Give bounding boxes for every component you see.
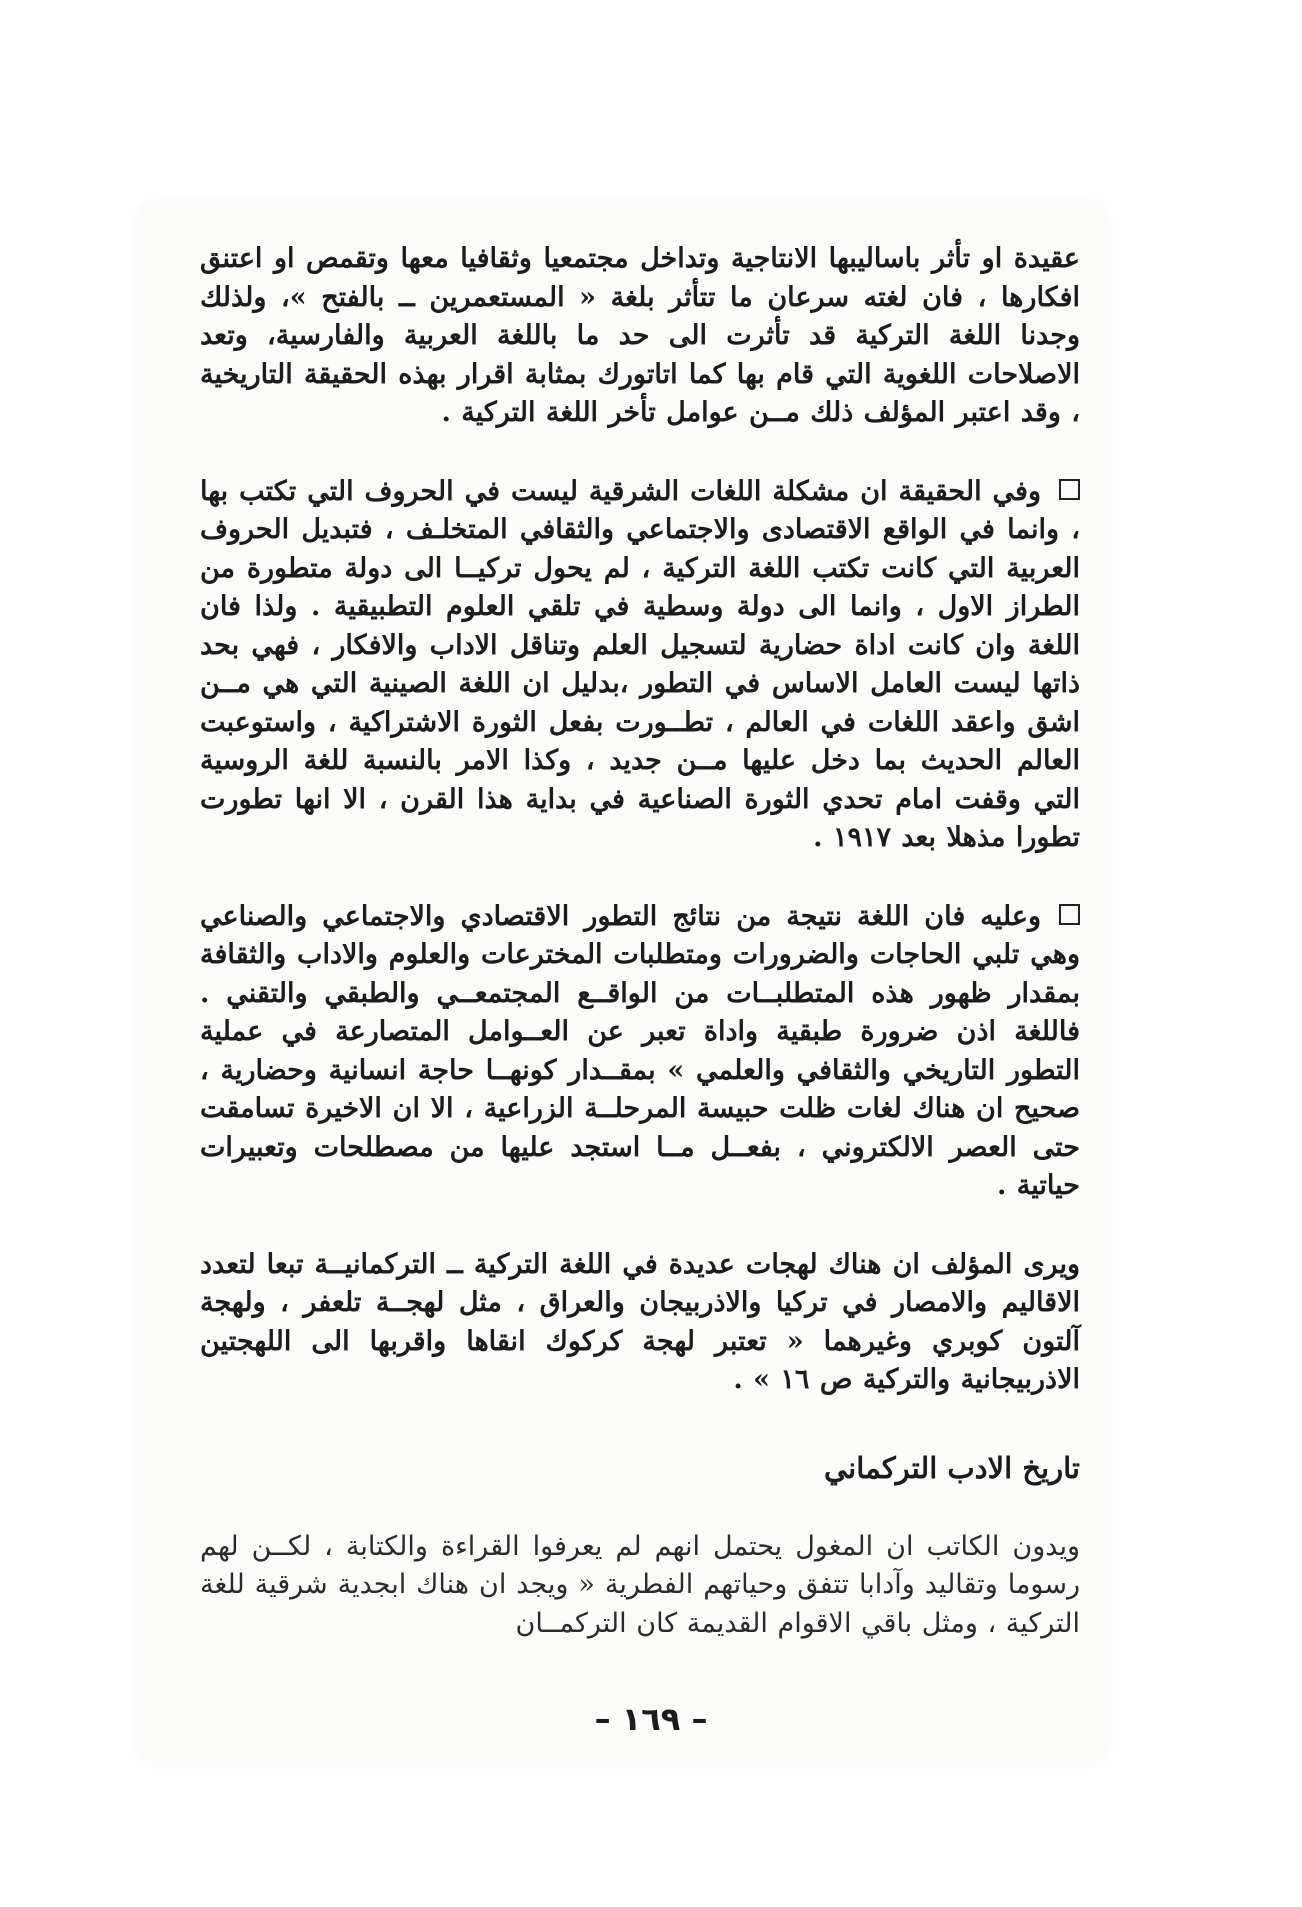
paragraph-text: عقيدة او تأثر باساليبها الانتاجية وتداخل مجتمعيا وثقافيا معها وتقمص او اعتنق افكارها ، فان لغته سرعان ما تتأثر بلغة « المستعمرين ــ بالفتح »، ولذلك وجدنا اللغة التركية قد تأثرت الى حد ما باللغة العربية والفارسية، وتعد الاصلاحات اللغوية التي قام بها كما اتاتورك بمثابة اقرار بهذه الحقيقة التاريخية ، وقد اعتبر المؤلف ذلك مــن عوامل تأخر اللغة التركية . (200, 243, 1080, 428)
closing-paragraph (200, 1528, 1080, 1644)
square-bullet-icon (1059, 479, 1080, 500)
paragraph-4 (200, 1246, 1080, 1400)
square-bullet-icon (1059, 904, 1080, 925)
paragraph-text: ويدون الكاتب ان المغول يحتمل انهم لم يعرفوا القراءة والكتابة ، لكــن لهم رسوما وتقاليد وآدابا تتفق وحياتهم الفطرية « ويجد ان هناك ابجدية شرقية للغة التركية ، ومثل باقي الاقوام القديمة كان التركمــان (200, 1530, 1080, 1639)
paragraph-2 (200, 473, 1080, 858)
paragraph-text: ويرى المؤلف ان هناك لهجات عديدة في اللغة التركية ــ التركمانيــة تبعا لتعدد الاقاليم والامصار في تركيا والاذربيجان والعراق ، مثل لهجــة تلعفر ، ولهجة آلتون كوبري وغيرهما « تعتبر لهجة كركوك انقاها واقربها الى اللهجتين الاذربيجانية والتركية ص ١٦ » . (200, 1248, 1080, 1395)
paragraph-1 (200, 240, 1080, 433)
paragraph-text: وفي الحقيقة ان مشكلة اللغات الشرقية ليست في الحروف التي تكتب بها ، وانما في الواقع الاقتصادى والاجتماعي والثقافي المتخلـف ، فتبديل الحروف العربية التي كانت تكتب اللغة التركية ، لم يحول تركيــا الى دولة متطورة من الطراز الاول ، وانما الى دولة وسطية في تلقي العلوم التطبيقية . ولذا فان اللغة وان كانت اداة حضارية لتسجيل العلم وتناقل الاداب والافكار ، فهي بحد ذاتها ليست العامل الاساس في التطور ،بدليل ان اللغة الصينية التي هي مــن اشق واعقد اللغات في العالم ، تطــورت بفعل الثورة الاشتراكية ، واستوعبت العالم الحديث بما دخل عليها مــن جديد ، وكذا الامر بالنسبة للغة الروسية التي وقفت امام تحدي الثورة الصناعية في بداية هذا القرن ، الا انها تطورت تطورا مذهلا بعد ١٩١٧ . (200, 475, 1080, 853)
section-heading: تاريخ الادب التركماني (823, 1450, 1080, 1485)
body-text (200, 240, 1080, 1643)
paragraph-text: وعليه فان اللغة نتيجة من نتائج التطور الاقتصادي والاجتماعي والصناعي وهي تلبي الحاجات والضرورات ومتطلبات المخترعات والعلوم والاداب والثقافة بمقدار ظهور هذه المتطلبــات من الواقــع المجتمعــي والطبقي والتقني . فاللغة اذن ضرورة طبقية واداة تعبر عن العــوامل المتصارعة في عملية التطور التاريخي والثقافي والعلمي » بمقــدار كونهــا حاجة انسانية وحضارية ، صحيح ان هناك لغات ظلت حبيسة المرحلــة الزراعية ، الا ان الاخيرة تسامقت حتى العصر الالكتروني ، بفعــل مــا استجد عليها من مصطلحات وتعبيرات حياتية . (200, 900, 1080, 1201)
paragraph-3 (200, 898, 1080, 1206)
page-number: – ١٦٩ – (594, 1700, 708, 1738)
